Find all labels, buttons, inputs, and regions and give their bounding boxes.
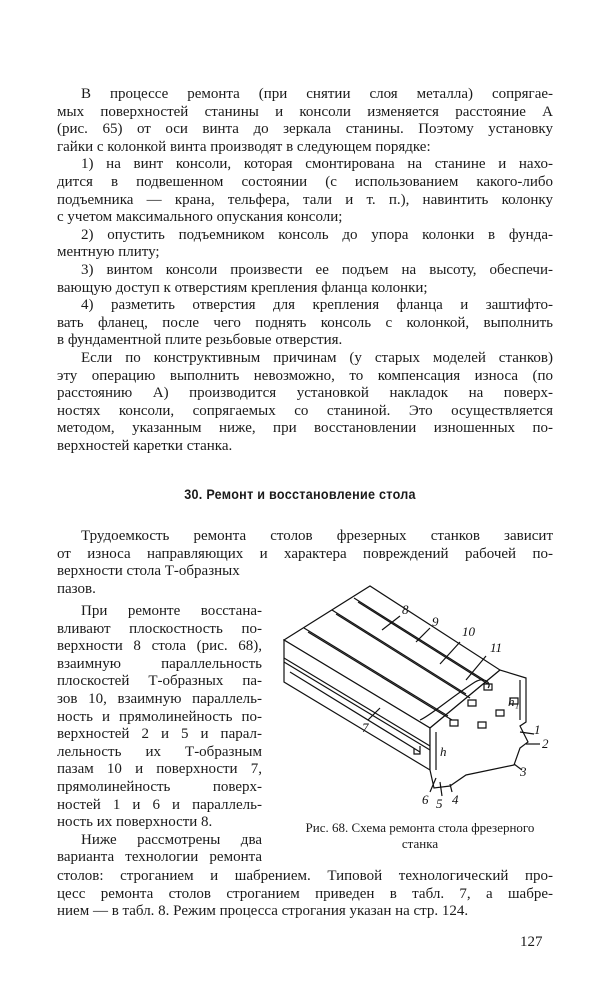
text-line: методом, указанным ниже, при восстановлении изношенных по- xyxy=(57,420,553,437)
paragraph xyxy=(57,156,553,226)
text-line: пазов. xyxy=(57,580,96,597)
paragraph xyxy=(57,350,553,456)
label-11: 11 xyxy=(490,640,503,655)
figure-caption-line-2: станка xyxy=(401,836,439,851)
paragraph xyxy=(57,227,553,262)
text-line: варианта технологии ремонта xyxy=(57,849,262,866)
label-6: 6 xyxy=(422,792,429,807)
text-line: плоскостей Т-образных па- xyxy=(57,673,262,690)
label-2: 2 xyxy=(542,736,549,751)
text-line: мых поверхностей станины и консоли изменяется расстояние A xyxy=(57,103,553,120)
text-line: (рис. 65) от оси винта до зеркала станины. Поэтому установку xyxy=(57,121,553,138)
paragraph xyxy=(57,297,553,350)
text-line: верхности стола Т-образных xyxy=(57,563,240,580)
text-line: с учетом максимального опускания консоли; xyxy=(57,209,343,226)
text-line: нием — в табл. 8. Режим процесса строгания указан на стр. 124. xyxy=(57,903,469,920)
text-line: гайки с колонкой винта производят в следующем порядке: xyxy=(57,138,431,155)
label-h1: h₁ xyxy=(508,694,520,709)
text-line: подъемника — крана, тельфера, тали и т. п.), навинтить колонку xyxy=(57,191,553,208)
text-line: от износа направляющих и характера повреждений рабочей по- xyxy=(57,545,553,562)
text-line: ностях консоли, сопрягаемых со станиной. Это осуществляется xyxy=(57,402,553,419)
label-10: 10 xyxy=(462,624,475,639)
paragraph xyxy=(57,262,553,297)
text-line: В процессе ремонта (при снятии слоя металла) сопрягае- xyxy=(81,86,553,102)
figure-caption: Рис. 68. Схема ремонта стола фрезерного xyxy=(305,820,535,835)
text-line: цесс ремонта столов строганием приведен в табл. 7, а шабре- xyxy=(57,885,553,902)
text-line: в фундаментной плите резьбовые отверстия. xyxy=(57,332,343,349)
text-line: столов: строганием и шабрением. Типовой технологический про- xyxy=(57,868,553,884)
text-line: ность и прямолинейность по- xyxy=(57,708,262,725)
paragraph xyxy=(57,832,262,867)
label-4: 4 xyxy=(452,792,459,807)
text-line: зов 10, взаимную параллель- xyxy=(57,690,262,707)
text-line: вливают плоскостность по- xyxy=(57,620,262,637)
text-line: дится в подвешенном состоянии (с использованием какого-либо xyxy=(57,173,553,190)
section-2-column-text xyxy=(57,603,262,867)
paragraph xyxy=(57,86,553,156)
text-line: вать фланец, после чего поднять консоль с колонкой, выполнить xyxy=(57,314,553,331)
label-8: 8 xyxy=(402,602,409,617)
text-line: вающую доступ к отверстиям крепления фланца колонки; xyxy=(57,279,428,296)
text-line: Если по конструктивным причинам (у старых моделей станков) xyxy=(81,349,553,366)
label-9: 9 xyxy=(432,614,439,629)
text-line: верхностей каретки станка. xyxy=(57,437,233,454)
label-7: 7 xyxy=(362,720,369,735)
text-line: 3) винтом консоли произвести ее подъем на высоту, обеспечи- xyxy=(81,261,553,278)
text-line: ностей 1 и 6 и параллель- xyxy=(57,796,262,813)
label-5: 5 xyxy=(436,796,443,811)
section-1-text xyxy=(57,86,553,455)
text-line: эту операцию выполнить невозможно, то компенсация износа (по xyxy=(57,367,553,384)
section-heading: 30. Ремонт и восстановление стола xyxy=(184,486,416,502)
text-line: ность их поверхности 8. xyxy=(57,814,213,831)
label-3: 3 xyxy=(520,764,527,779)
page-number: 127 xyxy=(520,934,543,950)
text-line: пазам 10 и поверхности 7, xyxy=(57,761,262,778)
text-line: расстоянию A) производится установкой накладок на поверх- xyxy=(57,385,553,402)
section-2-continuation xyxy=(57,868,553,921)
text-line: Трудоемкость ремонта столов фрезерных станков зависит xyxy=(81,528,553,544)
text-line: 2) опустить подъемником консоль до упора колонки в фунда- xyxy=(81,226,553,243)
text-line: прямолинейность поверх- xyxy=(57,778,262,795)
paragraph xyxy=(57,603,262,832)
text-line: 1) на винт консоли, которая смонтирована на станине и нахо- xyxy=(81,156,553,173)
text-line: 4) разметить отверстия для крепления фланца и заштифто- xyxy=(81,297,553,314)
text-line: верхности 8 стола (рис. 68), xyxy=(57,638,262,655)
text-line: ментную плиту; xyxy=(57,244,160,261)
text-line: лельность их Т-образным xyxy=(57,743,262,760)
label-h: h xyxy=(440,744,447,759)
label-1: 1 xyxy=(534,722,541,737)
text-line: взаимную параллельность xyxy=(57,655,262,672)
text-line: Ниже рассмотрены два xyxy=(81,831,262,848)
figure-68-milling-table-diagram xyxy=(270,570,570,820)
text-line: верхностей 2 и 5 и парал- xyxy=(57,726,262,743)
text-line: При ремонте восстана- xyxy=(81,603,262,619)
